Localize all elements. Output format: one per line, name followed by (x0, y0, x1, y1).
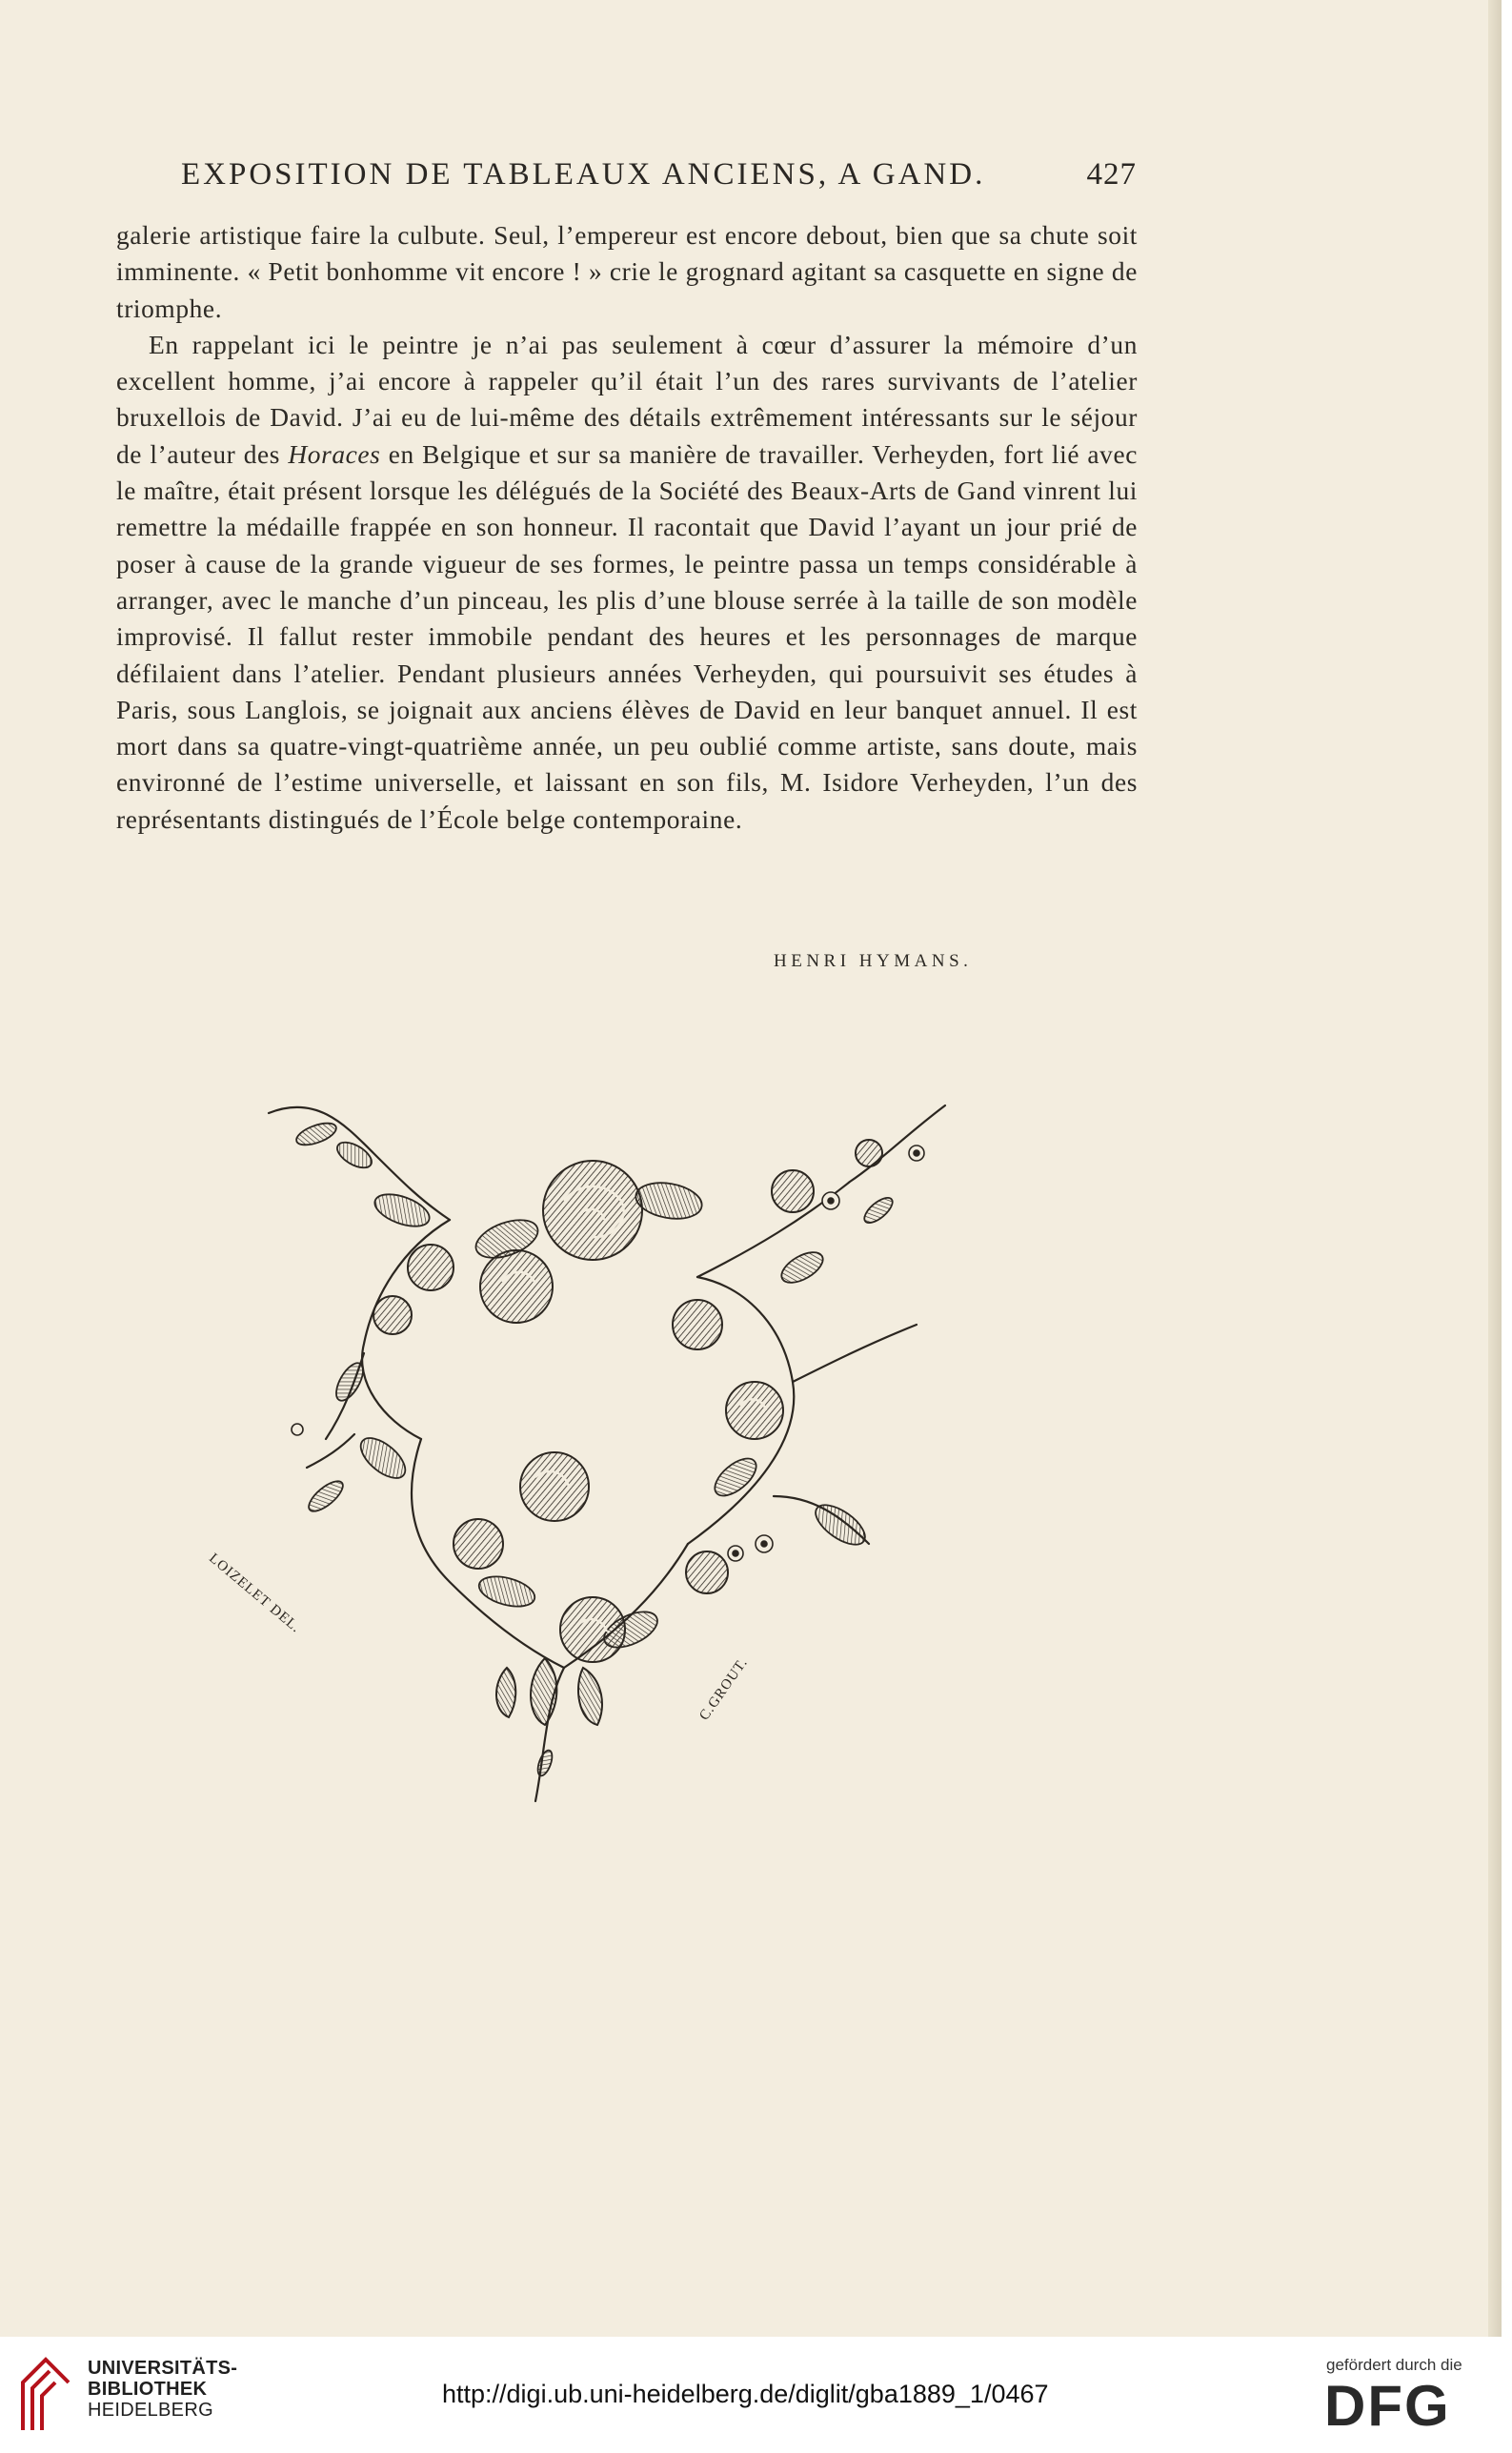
engraver-signature-right: C.GROUT. (696, 1654, 752, 1724)
library-line-1: UNIVERSITÄTS- (88, 2358, 238, 2379)
library-line-3: HEIDELBERG (88, 2400, 213, 2421)
permalink-url[interactable]: http://digi.ub.uni-heidelberg.de/diglit/gba1889_1/0467 (442, 2380, 1049, 2408)
dfg-logo-icon (1322, 2374, 1494, 2438)
library-line-2: BIBLIOTHEK (88, 2379, 208, 2400)
library-name (88, 2358, 237, 2421)
paragraph-2-part-1: En rappelant ici le peintre je n’ai pas seulement à cœur d’assurer la mémoire d’un excellent homme, j’ai encore à rappeler qu’il était l’un des rares survivants de l’atelier bruxellois de David. J’ai eu de lui-même des détails extrêmement intéressants sur le séjour de l’auteur des (116, 330, 1138, 469)
paragraph-2-part-2: en Belgique et sur sa manière de travailler. Verheyden, fort lié avec le maître, était présent lorsque les délégués de la Société des Beaux-Arts de Gand vinrent lui remettre la médaille frappée en son honneur. Il racontait que David l’ayant un jour prié de poser à cause de la grande vigueur de ses formes, le peintre passa un temps considérable à arranger, avec le manche d’un pinceau, les plis d’une blouse serrée à la taille de son modèle improvisé. Il fallut rester immobile pendant des heures et les personnages de marque défilaient dans l’atelier. Pendant plusieurs années Verheyden, qui poursuivit ses études à Paris, sous Langlois, se joignait aux anciens élèves de David en leur banquet annuel. Il est mort dans sa quatre-vingt-quatrième année, un peu oublié comme artiste, sans doute, mais environné de l’estime universelle, et laissant en son fils, M. Isidore Verheyden, l’un des représentants distingués de l’École belge contemporaine. (116, 439, 1138, 834)
italic-title-horaces: Horaces (288, 439, 381, 469)
paragraph-2 (116, 327, 1138, 838)
page-number: 427 (1086, 157, 1137, 192)
floral-wreath-vignette (206, 1096, 1002, 1811)
dfg-logo-text: DFG (1324, 2374, 1451, 2438)
funded-by-label: gefördert durch die (1326, 2356, 1462, 2374)
article-text (116, 217, 1138, 838)
running-head (181, 157, 1137, 193)
university-library-logo-icon (17, 2354, 74, 2434)
running-title: EXPOSITION DE TABLEAUX ANCIENS, A GAND. (181, 157, 986, 192)
engraver-signature-left: LOIZELET DEL. (206, 1551, 304, 1636)
page-edge-shadow (1488, 0, 1502, 2337)
paragraph-1: galerie artistique faire la culbute. Seul, l’empereur est encore debout, bien que sa chute soit imminente. « Petit bonhomme vit encore ! » crie le grognard agitant sa casquette en signe de triomphe. (116, 221, 1138, 323)
author-signature: HENRI HYMANS. (774, 951, 973, 971)
